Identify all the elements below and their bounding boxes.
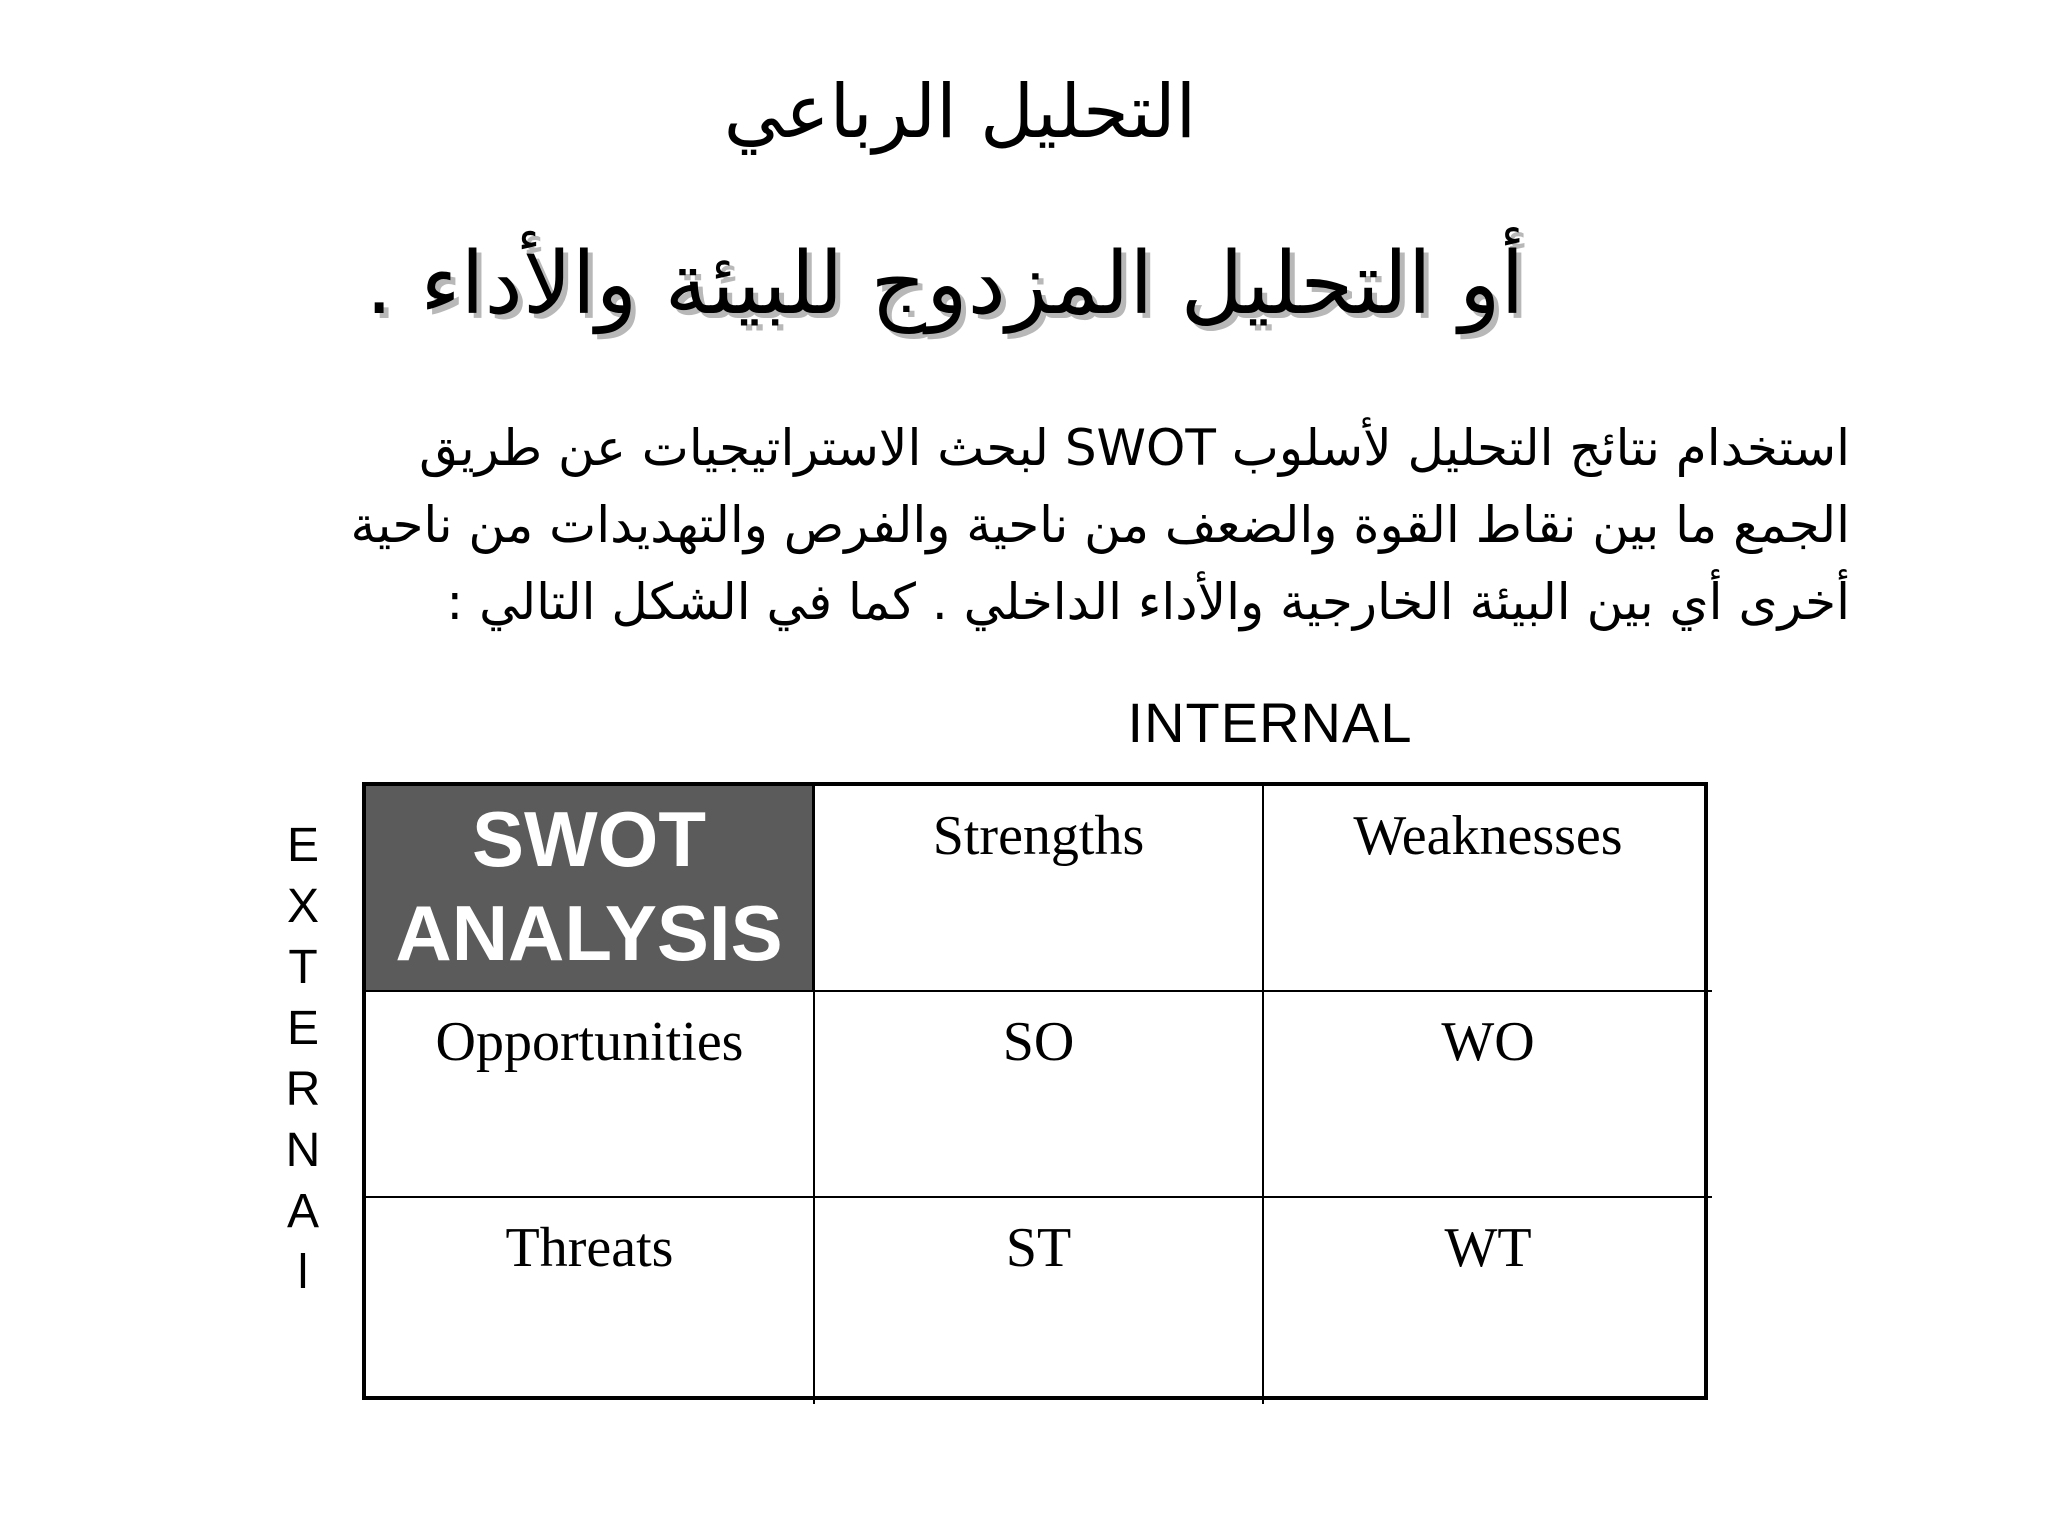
cell-st: ST: [815, 1198, 1264, 1404]
external-axis-label: [278, 815, 328, 1303]
cell-so: SO: [815, 992, 1264, 1198]
description-paragraph: [240, 410, 1850, 641]
column-header-weaknesses: Weaknesses: [1264, 786, 1712, 992]
external-letter: R: [285, 1063, 321, 1116]
paragraph-line: أخرى أي بين البيئة الخارجية والأداء الداخلي . كما في الشكل التالي :: [446, 573, 1850, 631]
column-header-strengths: Strengths: [815, 786, 1264, 992]
page-subtitle: أو التحليل المزدوج للبيئة والأداء .: [365, 234, 1525, 334]
cell-wo: WO: [1264, 992, 1712, 1198]
external-letter: l: [297, 1246, 309, 1299]
external-letter: X: [286, 880, 319, 933]
internal-axis-label: INTERNAL: [1127, 691, 1413, 754]
paragraph-line: الجمع ما بين نقاط القوة والضعف من ناحية والفرص والتهديدات من ناحية: [350, 496, 1850, 554]
swot-analysis-header: [366, 786, 815, 992]
external-letter: N: [285, 1124, 321, 1177]
header-line: ANALYSIS: [395, 889, 783, 977]
external-letter: E: [286, 819, 319, 872]
paragraph-line: استخدام نتائج التحليل لأسلوب SWOT لبحث الاستراتيجيات عن طريق: [419, 419, 1850, 477]
header-line: SWOT: [472, 795, 706, 883]
cell-wt: WT: [1444, 1217, 1532, 1279]
external-letter: T: [288, 941, 318, 994]
swot-matrix: [362, 782, 1708, 1400]
external-letter: A: [286, 1185, 319, 1238]
page-title: التحليل الرباعي: [723, 69, 1197, 155]
row-header-threats: Threats: [366, 1198, 815, 1404]
row-header-opportunities: Opportunities: [366, 992, 815, 1198]
external-letter: E: [286, 1002, 319, 1055]
